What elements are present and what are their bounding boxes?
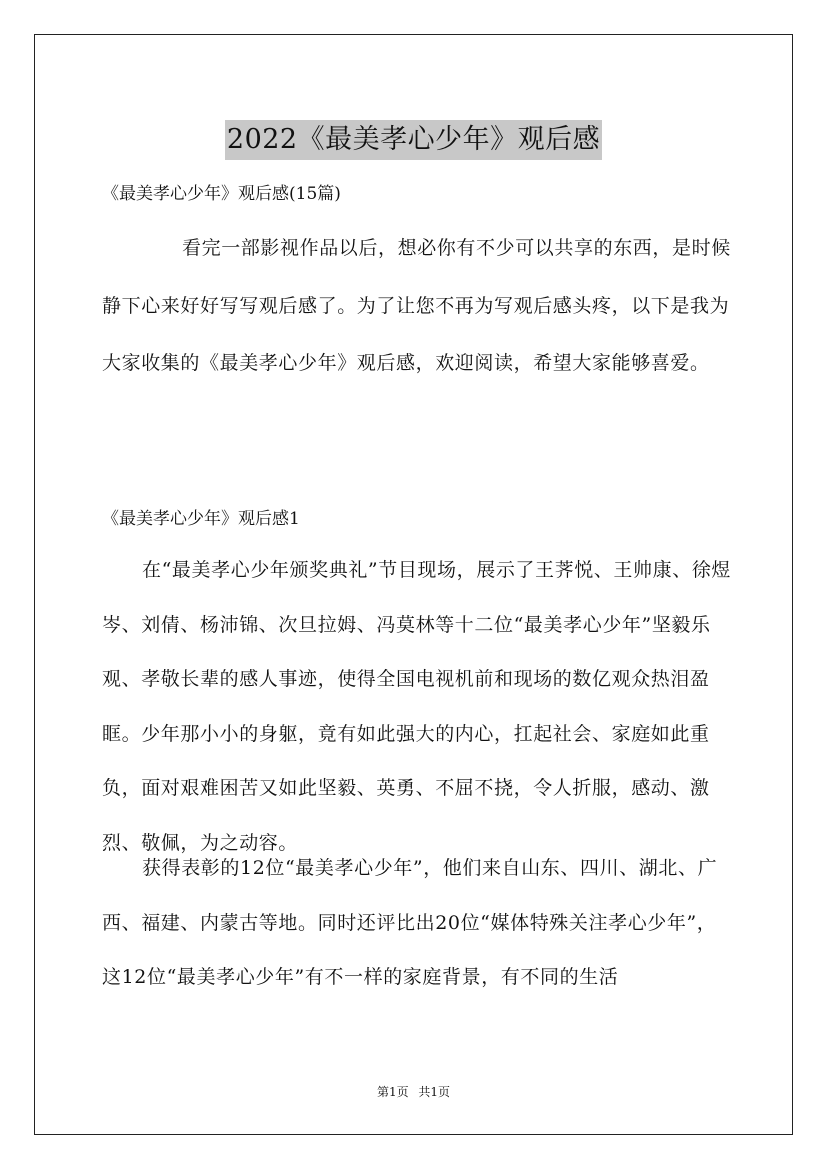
page-number: 第1页 bbox=[376, 1085, 409, 1099]
document-subtitle: 《最美孝心少年》观后感(15篇) bbox=[102, 184, 341, 204]
title-container bbox=[0, 102, 827, 178]
intro-paragraph: 看完一部影视作品以后，想必你有不少可以共享的东西，是时候静下心来好好写写观后感了。为了让您不再为写观后感头疼，以下是我为大家收集的《最美孝心少年》观后感，欢迎阅读，希望大家能够喜爱。 bbox=[102, 237, 731, 374]
page-footer bbox=[0, 1082, 827, 1102]
page-total: 共1页 bbox=[418, 1085, 451, 1099]
body-paragraph-2: 获得表彰的12位“最美孝心少年”，他们来自山东、四川、湖北、广西、福建、内蒙古等地。同时还评比出20位“媒体特殊关注孝心少年”，这12位“最美孝心少年”有不一样的家庭背景，有不同的生活 bbox=[102, 857, 718, 988]
section-heading: 《最美孝心少年》观后感1 bbox=[102, 509, 300, 529]
body-paragraph-1: 在“最美孝心少年颁奖典礼”节目现场，展示了王荠悦、王帅康、徐煜岑、刘倩、杨沛锦、次旦拉姆、冯莫林等十二位“最美孝心少年”坚毅乐观、孝敬长辈的感人事迹，使得全国电视机前和现场的数亿观众热泪盈眶。少年那小小的身躯，竟有如此强大的内心，扛起社会、家庭如此重负，面对艰难困苦又如此坚毅、英勇、不屈不挠，令人折服，感动、激烈、敬佩，为之动容。 bbox=[102, 559, 732, 854]
document-title: 2022《最美孝心少年》观后感 bbox=[225, 120, 602, 160]
